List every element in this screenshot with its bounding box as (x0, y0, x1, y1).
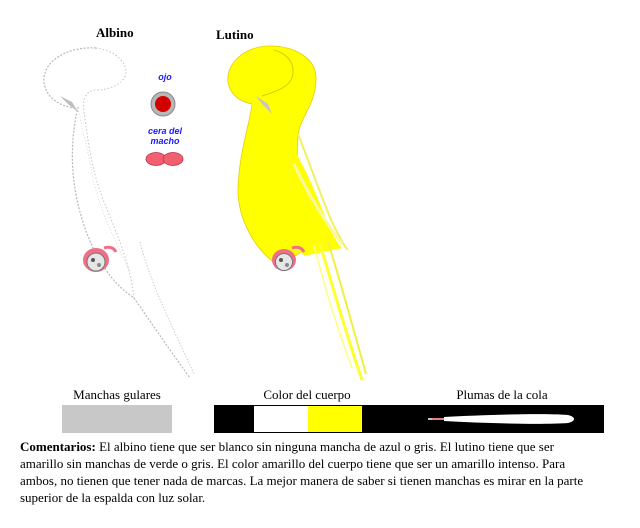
albino-body-swatch (254, 406, 308, 432)
albino-title: Albino (96, 25, 134, 40)
cere-label-line1: cera del (147, 126, 183, 136)
comments-lead: Comentarios: (20, 439, 96, 454)
lutino-budgie-drawing (224, 44, 384, 382)
lutino-body-swatch (308, 406, 362, 432)
eye-label: ojo (158, 72, 172, 82)
eye-icon (148, 90, 178, 120)
cere-icon (144, 150, 186, 168)
tail-feather-icon (400, 405, 604, 433)
comments-text: El albino tiene que ser blanco sin ninguna mancha de azul o gris. El lutino tiene que ser amarillo sin manchas de verde o gris. El color amarillo del cuerpo tiene que ser un amarillo intenso. Para ambos, no tienen que tener nada de marcas. La mejor manera de saber si tienen manchas es mirar en la parte superior de la espalda con luz solar. (20, 439, 584, 505)
lutino-title: Lutino (216, 27, 254, 42)
comments-paragraph (20, 438, 600, 506)
throat-spots-swatch (62, 405, 172, 433)
cere-label-line2: macho (150, 136, 180, 146)
cere-label (138, 126, 192, 146)
body-color-header: Color del cuerpo (263, 387, 351, 402)
albino-budgie-drawing (30, 42, 210, 382)
throat-spots-header: Manchas gulares (73, 387, 161, 402)
tail-feathers-header: Plumas de la cola (456, 387, 548, 402)
